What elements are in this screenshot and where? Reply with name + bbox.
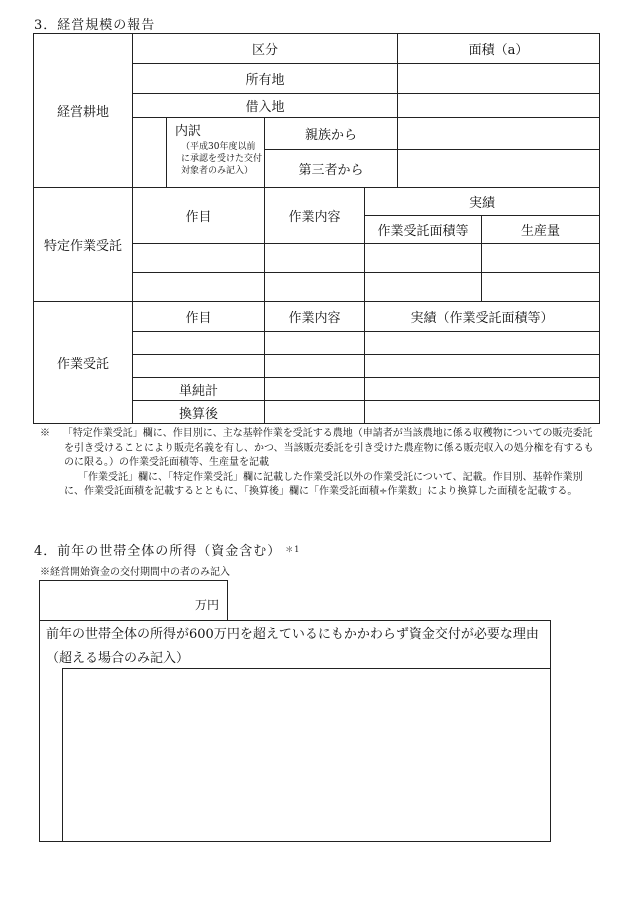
owned-land-area[interactable] bbox=[398, 64, 600, 94]
note-2: 「作業受託」欄に、「特定作業受託」欄に記載した作業受託以外の作業受託について、記載。作目別、基幹作業別に、作業受託面積を記載するとともに、「換算後」欄に「作業受託面積÷作業数」により換算した面積を記載する。 bbox=[64, 471, 583, 497]
contract-crop-cell[interactable] bbox=[133, 332, 265, 355]
section4-heading bbox=[34, 540, 300, 559]
simple-total-work[interactable] bbox=[265, 378, 365, 401]
specific-work-cell[interactable] bbox=[265, 244, 365, 273]
converted-label: 換算後 bbox=[133, 401, 265, 424]
specific-work-header: 作業内容 bbox=[265, 188, 365, 244]
specific-results-header: 実績 bbox=[365, 188, 600, 216]
specific-area-header: 作業受託面積等 bbox=[365, 216, 482, 244]
contract-results-cell[interactable] bbox=[365, 355, 600, 378]
specific-output-header: 生産量 bbox=[482, 216, 600, 244]
reason-label: 前年の世帯全体の所得が600万円を超えているにもかかわらず資金交付が必要な理由（超える場合のみ記入） bbox=[46, 627, 539, 666]
specific-output-cell[interactable] bbox=[482, 244, 600, 273]
reason-input-area[interactable] bbox=[62, 668, 551, 842]
simple-total-results[interactable] bbox=[365, 378, 600, 401]
contract-crop-header: 作目 bbox=[133, 302, 265, 332]
relatives-label: 親族から bbox=[265, 118, 398, 150]
section3-notes bbox=[40, 427, 596, 500]
contract-work-header: 作業内容 bbox=[265, 302, 365, 332]
simple-total-label: 単純計 bbox=[133, 378, 265, 401]
footnote-mark: ＊1 bbox=[285, 544, 301, 554]
contract-work-cell[interactable] bbox=[265, 355, 365, 378]
breakdown-cell bbox=[167, 118, 265, 188]
contract-results-cell[interactable] bbox=[365, 332, 600, 355]
area-header: 面積（a） bbox=[398, 34, 600, 64]
specific-output-cell[interactable] bbox=[482, 273, 600, 302]
specific-crop-cell[interactable] bbox=[133, 273, 265, 302]
work-contract-group-label: 作業受託 bbox=[34, 302, 133, 424]
section4-heading-text: 4．前年の世帯全体の所得（資金含む） bbox=[34, 544, 282, 559]
contract-results-header: 実績（作業受託面積等） bbox=[365, 302, 600, 332]
specific-crop-header: 作目 bbox=[133, 188, 265, 244]
note-1-text: 「特定作業受託」欄に、作目別に、主な基幹作業を受託する農地（申請者が当該農地に係る収穫物についての販売委託を引き受けることにより販売名義を有し、かつ、当該販売委託を引き受けた農産物に係る販売収入の処分権を有するものに限る。）の作業受託面積等、生産量を記載 bbox=[62, 428, 594, 468]
owned-land-label: 所有地 bbox=[133, 64, 398, 94]
relatives-area[interactable] bbox=[398, 118, 600, 150]
farmland-group-label: 経営耕地 bbox=[34, 34, 133, 188]
category-header: 区分 bbox=[133, 34, 398, 64]
specific-crop-cell[interactable] bbox=[133, 244, 265, 273]
income-unit: 万円 bbox=[195, 598, 220, 612]
breakdown-title: 内訳 bbox=[175, 124, 202, 139]
leased-land-label: 借入地 bbox=[133, 94, 398, 118]
specific-area-cell[interactable] bbox=[365, 244, 482, 273]
converted-work[interactable] bbox=[265, 401, 365, 424]
specific-work-cell[interactable] bbox=[265, 273, 365, 302]
specific-area-cell[interactable] bbox=[365, 273, 482, 302]
business-scale-table bbox=[33, 33, 600, 424]
contract-crop-cell[interactable] bbox=[133, 355, 265, 378]
third-party-label: 第三者から bbox=[265, 150, 398, 188]
note-1 bbox=[40, 427, 596, 471]
breakdown-note: （平成30年度以前に承認を受けた交付対象者のみ記入） bbox=[181, 142, 263, 176]
specific-work-group-label: 特定作業受託 bbox=[34, 188, 133, 302]
leased-land-area[interactable] bbox=[398, 94, 600, 118]
third-party-area[interactable] bbox=[398, 150, 600, 188]
note-mark: ※ bbox=[40, 428, 50, 439]
section4-subnote: ※経営開始資金の交付期間中の者のみ記入 bbox=[40, 567, 230, 578]
contract-work-cell[interactable] bbox=[265, 332, 365, 355]
section3-heading: 3．経営規模の報告 bbox=[34, 18, 156, 33]
converted-results[interactable] bbox=[365, 401, 600, 424]
